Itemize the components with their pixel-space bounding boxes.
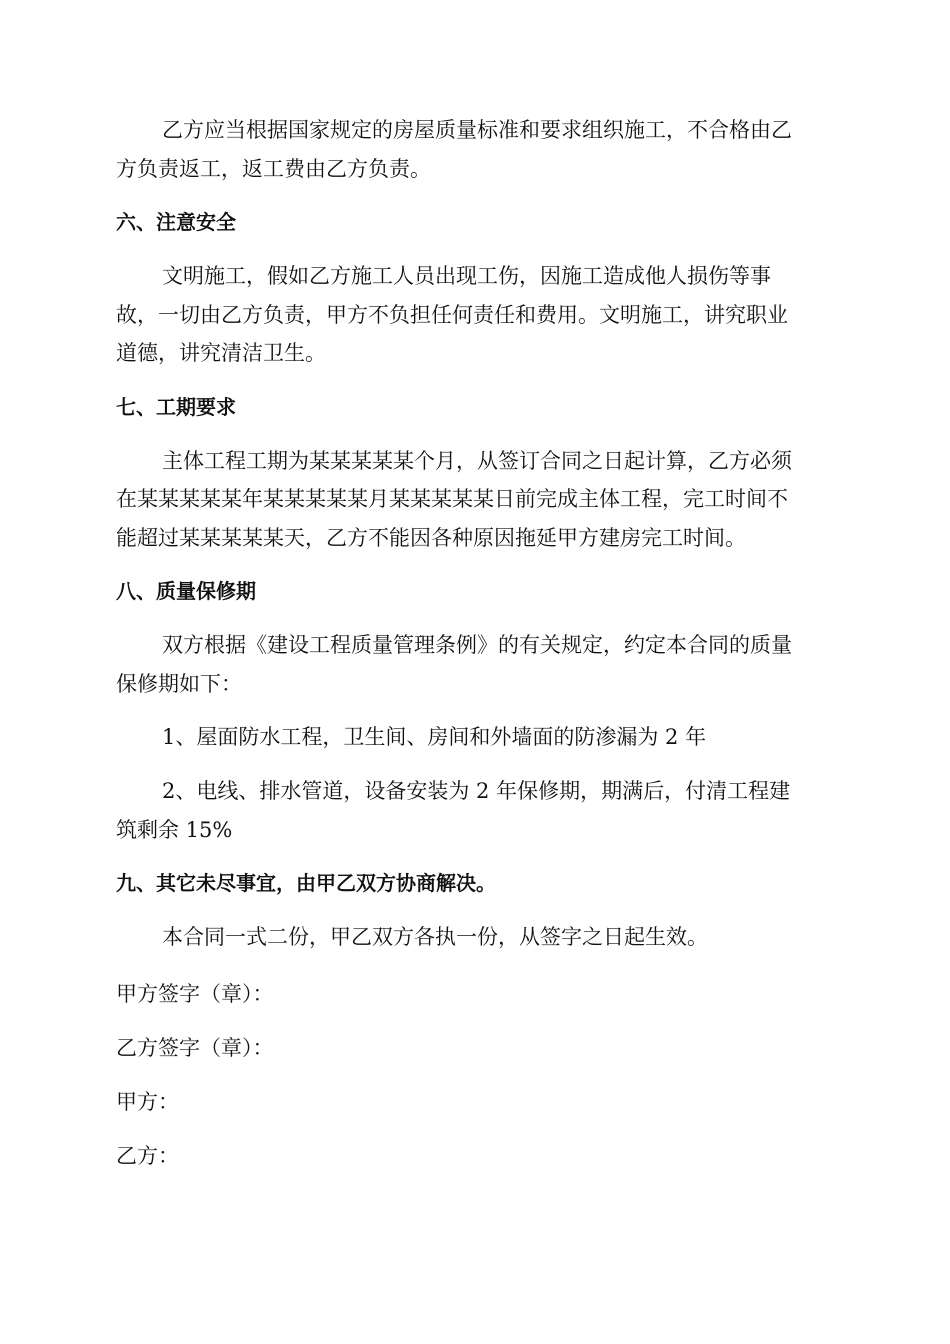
signature-label-party-a: 甲方签字（章）： (116, 982, 274, 1006)
party-a-label: 甲方： (116, 1090, 179, 1114)
paragraph-line: 本合同一式二份，甲乙双方各执一份，从签字之日起生效。 (162, 925, 708, 949)
paragraph-line: 主体工程工期为某某某某某个月，从签订合同之日起计算，乙方必须 (162, 449, 792, 473)
party-b-label: 乙方： (116, 1144, 179, 1168)
paragraph-line: 乙方应当根据国家规定的房屋质量标准和要求组织施工，不合格由乙 (162, 118, 792, 142)
section-heading-7: 七、工期要求 (116, 395, 236, 419)
paragraph-line: 能超过某某某某某天，乙方不能因各种原因拖延甲方建房完工时间。 (116, 526, 746, 550)
section-heading-8: 八、质量保修期 (116, 579, 256, 603)
section-heading-6: 六、注意安全 (116, 210, 236, 234)
paragraph-line: 保修期如下： (116, 672, 242, 696)
list-item: 2、电线、排水管道，设备安装为 2 年保修期，期满后，付清工程建 (162, 779, 791, 803)
paragraph-line: 故，一切由乙方负责，甲方不负担任何责任和费用。文明施工，讲究职业 (116, 303, 788, 327)
signature-label-party-b: 乙方签字（章）： (116, 1036, 274, 1060)
list-item-continuation: 筑剩余 15% (116, 818, 233, 842)
paragraph-line: 道德，讲究清洁卫生。 (116, 341, 326, 365)
paragraph-line: 双方根据《建设工程质量管理条例》的有关规定，约定本合同的质量 (162, 633, 792, 657)
list-item: 1、屋面防水工程，卫生间、房间和外墙面的防渗漏为 2 年 (162, 725, 707, 749)
paragraph-line: 方负责返工，返工费由乙方负责。 (116, 157, 431, 181)
paragraph-line: 文明施工，假如乙方施工人员出现工伤，因施工造成他人损伤等事 (162, 264, 771, 288)
paragraph-line: 在某某某某某年某某某某某月某某某某某日前完成主体工程，完工时间不 (116, 487, 788, 511)
section-heading-9: 九、其它未尽事宜，由甲乙双方协商解决。 (116, 871, 496, 895)
